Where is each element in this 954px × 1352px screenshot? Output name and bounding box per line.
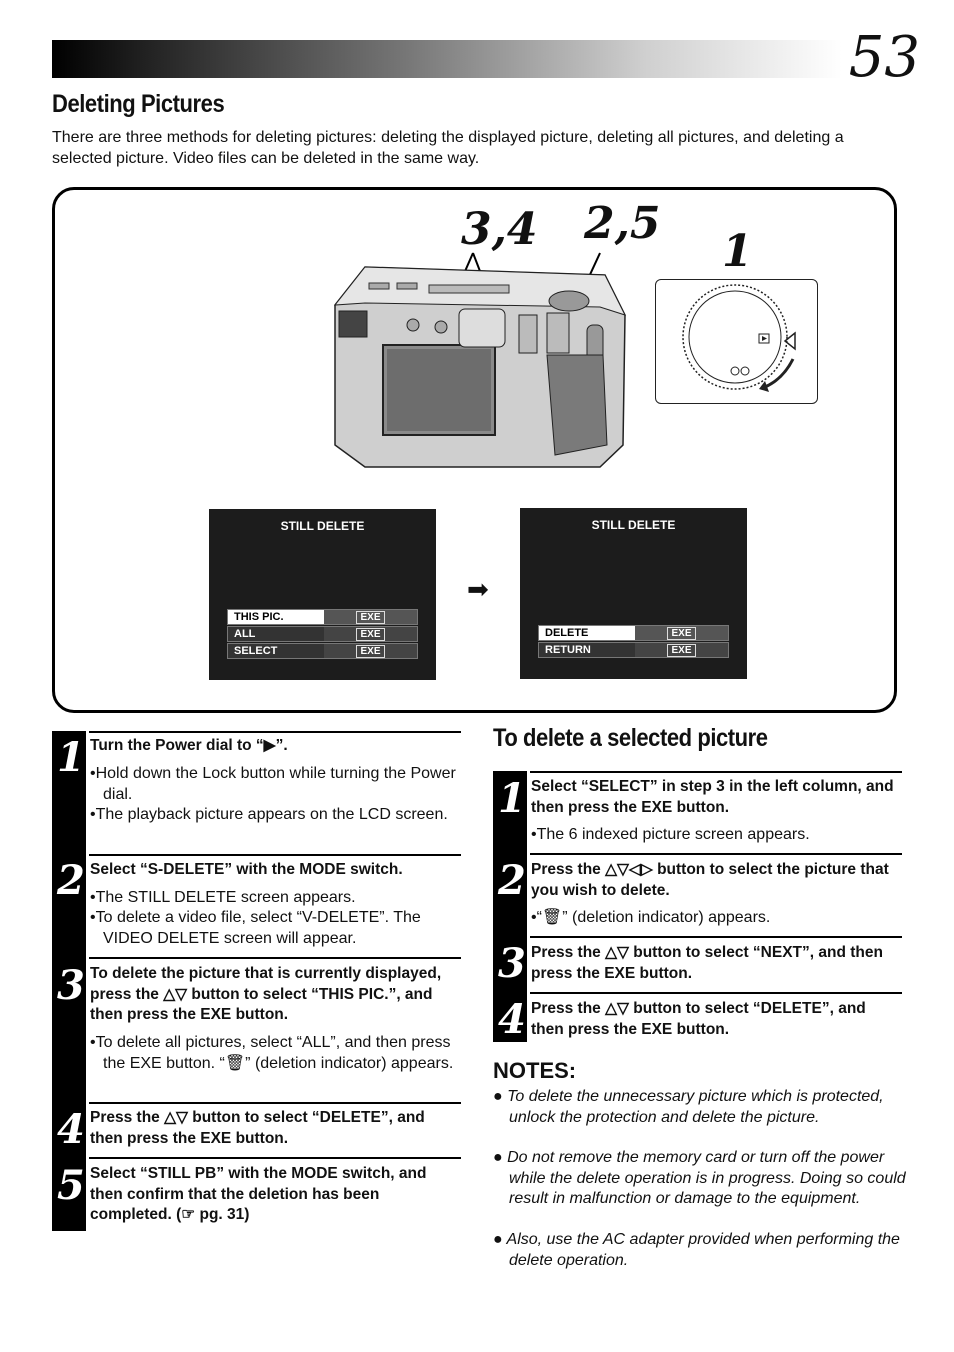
page-number: 53 [848, 25, 920, 90]
step-divider [530, 853, 902, 855]
note-3-text: Also, use the AC adapter provided when performing the delete operation. [506, 1231, 900, 1269]
left-step-3-bullet-1: •To delete all pictures, select “ALL”, and then press the EXE button. “🗑” (deletion indicator) appears. [90, 1034, 454, 1072]
right-step-4-number: 4 [498, 996, 526, 1043]
menu-row-label: DELETE [539, 626, 635, 640]
callout-2-5: 2,5 [584, 198, 661, 249]
right-step-1-number: 1 [498, 775, 526, 822]
note-2-text: Do not remove the memory card or turn off the power while the delete operation is in progress. Doing so could result in malfunction or damage to the equipment. [507, 1149, 906, 1207]
menu-row-delete[interactable] [538, 625, 729, 641]
menu-row-select[interactable] [227, 643, 418, 659]
left-step-5-number: 5 [57, 1162, 85, 1209]
next-arrow-icon: ➡ [467, 574, 489, 604]
sub-section-title: To delete a selected picture [493, 724, 768, 752]
left-step-2-bullet-2: •To delete a video file, select “V-DELETE”. The VIDEO DELETE screen will appear. [90, 909, 421, 947]
exe-label: EXE [356, 628, 384, 641]
left-step-1-number: 1 [57, 734, 85, 781]
left-step-1-bullet-1: •Hold down the Lock button while turning the Power dial. [90, 765, 456, 803]
note-2: ● Do not remove the memory card or turn off the power while the delete operation is in progress. Doing so could result in malfunction or damage to the equipment. [493, 1149, 906, 1207]
header-gradient-bar [52, 40, 842, 78]
exe-label: EXE [356, 645, 384, 658]
right-step-1-bullet-1: •The 6 indexed picture screen appears. [531, 826, 810, 843]
step-divider [530, 771, 902, 773]
right-step-2-heading: Press the △▽◁▷ button to select the picture that you wish to delete. [531, 861, 889, 899]
left-step-3-number: 3 [57, 962, 85, 1009]
step-divider [530, 992, 902, 994]
note-3: ● Also, use the AC adapter provided when performing the delete operation. [493, 1231, 900, 1269]
camera-illustration [325, 245, 635, 475]
left-step-2-bullet-1: •The STILL DELETE screen appears. [90, 889, 356, 906]
left-step-1-bullet-2: •The playback picture appears on the LCD screen. [90, 806, 448, 823]
menu-row-label: THIS PIC. [228, 610, 324, 624]
menu-row-return[interactable] [538, 642, 729, 658]
step-divider [89, 1102, 461, 1104]
power-dial-icon [655, 279, 817, 403]
note-1: ● To delete the unnecessary picture which is protected, unlock the protection and delete the picture. [493, 1088, 884, 1126]
step-divider [530, 936, 902, 938]
screen-2-title: STILL DELETE [591, 518, 676, 532]
left-step-3-heading: To delete the picture that is currently displayed, press the △▽ button to select “THIS PIC.”, and then press the EXE button. [90, 965, 442, 1023]
left-step-4-heading: Press the △▽ button to select “DELETE”, and then press the EXE button. [90, 1109, 425, 1147]
callout-1: 1 [722, 226, 753, 277]
left-step-5-heading: Select “STILL PB” with the MODE switch, and then confirm that the deletion has been completed. (☞ pg. 31) [90, 1165, 427, 1223]
left-step-1-heading: Turn the Power dial to “▶”. [90, 737, 288, 754]
section-title: Deleting Pictures [52, 90, 225, 118]
exe-label: EXE [667, 644, 695, 657]
exe-label: EXE [667, 627, 695, 640]
step-divider [89, 1157, 461, 1159]
left-step-2-heading: Select “S-DELETE” with the MODE switch. [90, 861, 403, 878]
callout-3-4: 3,4 [461, 204, 538, 255]
screen-1-title: STILL DELETE [280, 519, 365, 533]
menu-row-this-pic[interactable] [227, 609, 418, 625]
step-divider [89, 854, 461, 856]
notes-title: NOTES: [493, 1058, 577, 1083]
menu-row-label: SELECT [234, 645, 278, 657]
intro-paragraph: There are three methods for deleting pictures: deleting the displayed picture, deleting all pictures, and deleting a selected picture. Video files can be deleted in the same way. [52, 129, 844, 167]
menu-row-label: RETURN [545, 644, 591, 656]
right-step-4-heading: Press the △▽ button to select “DELETE”, and then press the EXE button. [531, 1000, 866, 1038]
right-step-3-heading: Press the △▽ button to select “NEXT”, and then press the EXE button. [531, 944, 883, 982]
step-divider [89, 731, 461, 733]
right-step-3-number: 3 [498, 940, 526, 987]
exe-label: EXE [356, 611, 384, 624]
right-step-2-bullet-1: •“🗑” (deletion indicator) appears. [531, 909, 771, 926]
step-divider [89, 957, 461, 959]
note-1-text: To delete the unnecessary picture which is protected, unlock the protection and delete the picture. [507, 1088, 884, 1126]
still-delete-screen-1 [209, 509, 436, 680]
left-step-2-number: 2 [57, 857, 85, 904]
still-delete-screen-2 [520, 508, 747, 679]
left-step-4-number: 4 [57, 1106, 85, 1153]
right-step-1-heading: Select “SELECT” in step 3 in the left column, and then press the EXE button. [531, 778, 894, 816]
menu-row-label: ALL [234, 628, 256, 640]
right-step-2-number: 2 [498, 857, 526, 904]
menu-row-all[interactable] [227, 626, 418, 642]
